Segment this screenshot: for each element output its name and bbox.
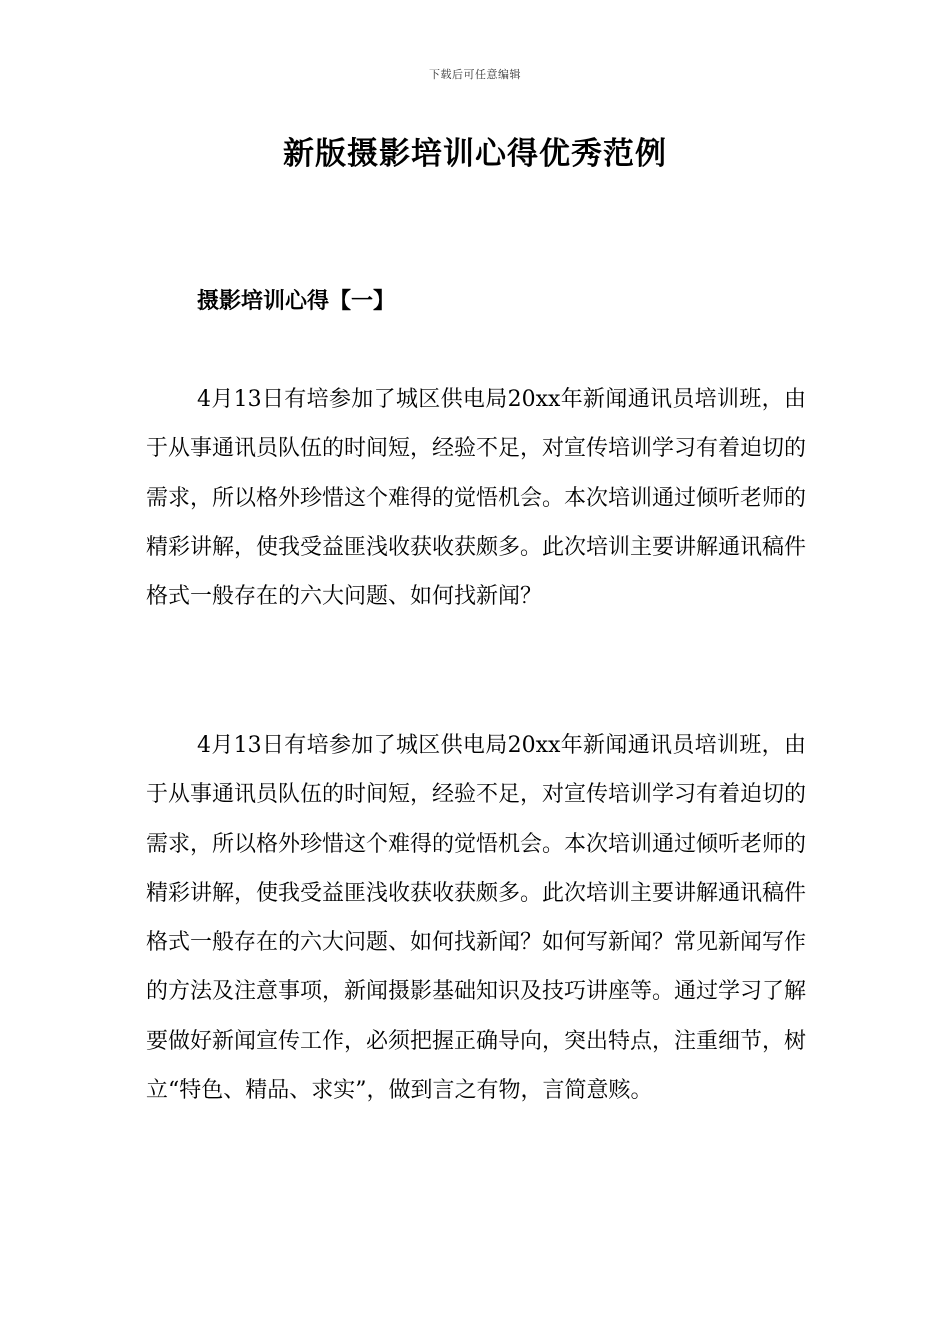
section-heading: 摄影培训心得【一】 [197, 288, 396, 314]
body-paragraph: 4月13日有培参加了城区供电局20xx年新闻通讯员培训班，由于从事通讯员队伍的时间短，经验不足，对宣传培训学习有着迫切的需求，所以格外珍惜这个难得的觉悟机会。本次培训通过倾听老师的精彩讲解，使我受益匪浅收获收获颇多。此次培训主要讲解通讯稿件格式一般存在的六大问题、如何找新闻？如何写新闻？常见新闻写作的方法及注意事项，新闻摄影基础知识及技巧讲座等。通过学习了解要做好新闻宣传工作，必须把握正确导向，突出特点，注重细节，树立“特色、精品、求实”，做到言之有物，言简意赅。 [146, 733, 807, 1104]
document-title: 新版摄影培训心得优秀范例 [283, 136, 667, 172]
header-note: 下载后可任意编辑 [429, 68, 521, 81]
body-paragraph: 4月13日有培参加了城区供电局20xx年新闻通讯员培训班，由于从事通讯员队伍的时间短，经验不足，对宣传培训学习有着迫切的需求，所以格外珍惜这个难得的觉悟机会。本次培训通过倾听老师的精彩讲解，使我受益匪浅收获收获颇多。此次培训主要讲解通讯稿件格式一般存在的六大问题、如何找新闻？ [146, 387, 807, 610]
